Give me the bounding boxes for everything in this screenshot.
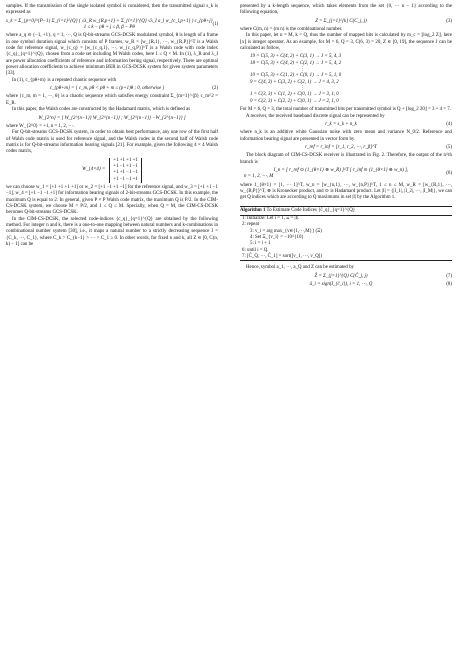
- paragraph: where C(m, n) = (m n) is the combinational number.: [240, 27, 343, 33]
- algorithm-line: 5: i = i + 1: [250, 241, 271, 247]
- paragraph: For M = 6, Q = 3, the total number of transmitted bits per transmitted symbol is Q + ⌊log_2 20⌋ = 3 + 4 = 7.: [240, 107, 451, 113]
- calc-line: 0 = C(2, 3) + C(2, 2) + C(0, 1) → J = 2, 1, 0: [250, 98, 339, 104]
- equation-line: I_n = [ r_ref ⊙ (1_{θ×1} ⊗ w_R) ]^T [ r_inf ⊙ (1_{θ×1} ⊗ w_n) ],: [273, 167, 409, 173]
- equation-5: [240, 145, 452, 151]
- paragraph: In (1), c_{pθ+m} is a repeated chaotic sequence with: [12, 77, 117, 83]
- equation-number: (2): [212, 86, 218, 92]
- algorithm-title: [240, 207, 452, 216]
- paragraph: In this paper, let n = M, k = Q, thus the number of mapped bits is calculated by m_c = ⌊log_2 Z⌋, here ⌊x⌋ is integer operator. As an example, for M = 6, Q = 3, C(6, 3) = 20, Z ∈ [0, 19], the sequence J can be calculated as follow,: [240, 33, 452, 52]
- paragraph: where a_q ∈ {−1, +1}, q = 1, ⋯, Q is Q-bit-streams GCS-DCSK modulated symbol, θ is length of a frame in one symbol duration signal which consists of P frames, w_R = [w_{R,1}, ⋯, w_{R,P}]^T is a Walsh code for reference signal, w_{c_q} = [w_{c_q,1}, ⋯, w_{c_q,P}]^T is a Walsh code with code index {c_q}_{q=1}^{Q}, chosen from a code set including M Walsh codes, here 1 ≤ Q < M. In (1), λ_R and λ_I are power allocation coefficients of reference and information bering signal, respectively. There are optimal power allocation coefficients to achieve minimum BER in GCS-DCSK system for given system parameters [33].: [6, 33, 218, 77]
- equation-body: â_i = sign(I_{ĉ_i}), i = 1, ⋯, Q: [309, 282, 373, 288]
- equation-6: [240, 168, 452, 181]
- equation-body: r_k = s_k + n_k: [325, 121, 357, 127]
- matrix-row: +1 −1 +1 −1: [113, 163, 138, 169]
- calc-line: 9 = C(4, 3) + C(3, 2) + C(2, 1) → J = 4, 3, 2: [250, 79, 339, 85]
- calc-line: 19 = C(5, 3) + C(4, 2) + C(3, 1) → J = 5, 4, 3: [250, 54, 342, 60]
- equation-body: [6, 19, 213, 32]
- equation-body: [240, 168, 442, 181]
- paragraph: presented by a k-length sequence, which takes elements from the set {0, ⋯ n − 1} according to the following equation,: [240, 4, 452, 16]
- paragraph: samples. If the transmission of the single isolated symbol is considered, then the transmitted signal s_k is expressed as: [6, 4, 218, 16]
- left-column: [6, 4, 218, 248]
- equation-number: (5): [446, 144, 452, 150]
- equation-8: [240, 282, 452, 288]
- equation-4: [240, 122, 452, 128]
- paragraph: Hence, symbol a_1, ⋯, a_Q and Z can be estimated by: [246, 265, 354, 271]
- hadamard-equation: [6, 116, 218, 122]
- algorithm-line: 7: [Ĉ_Q, ⋯, Ĉ_1] = sort([v_1, ⋯, v_Q]): [242, 254, 323, 260]
- equation-1: [6, 19, 218, 32]
- equation-number: (6): [446, 171, 452, 177]
- paragraph: where {c_m, m = 1, ⋯, θ} is a chaotic sequence which satisfies energy constraint Σ_{m=1}^{β} c_m^2 = E_R.: [6, 94, 218, 106]
- paragraph: A receiver, the received baseband discrete signal can be represented by: [246, 113, 385, 119]
- paragraph: we can choose w_1 = [+1 +1 +1 +1] or w_2 = [+1 −1 +1 −1] for the reference signal, and w_3 = [+1 +1 −1 −1], w_4 = [+1 −1 −1 +1] for information bearing signals of 2-bit-streams GCS-DCSK. In this example, the maximum Q is equal to 2. In general, given P × P Walsh code matrix, the maximum Q is P/2. In the CIM-CS-DCSK system, we choose M = P/2, and 1 ≤ Q ≤ M. Specially, when Q = M, the CIM-CS-DCSK becomes Q-bit-streams GCS-DCSK.: [6, 184, 218, 216]
- calc-ellipsis: ⋮: [300, 86, 305, 92]
- algorithm-line: 4: Set Ξ_{v_i} = −10^{10}: [250, 235, 304, 240]
- algorithm-box: [240, 206, 452, 262]
- matrix-body: [109, 158, 141, 183]
- algorithm-caption: To Estimate Code Indices {ĉ_q}_{q=1}^{Q}: [266, 207, 356, 213]
- calc-ellipsis: ⋮: [300, 67, 305, 73]
- matrix-row: +1 +1 +1 +1: [113, 157, 138, 163]
- matrix-label: W_{4×4} =: [82, 167, 106, 173]
- equation-body: c_{pθ+m} = { c_m, pθ < pθ + m ≤ (p+1)θ ; 0, otherwise }: [49, 86, 165, 92]
- matrix-row: +1 −1 −1 +1: [113, 176, 138, 182]
- equation-body: Ẑ = Σ_{j=1}^{Q} C(Ĉ_j, j): [314, 273, 368, 279]
- equation-number: (7): [446, 273, 452, 279]
- equation-body: W_{2^n} = [ W_{2^{n−1}} W_{2^{n−1}} ; W_{2^{n−1}} −W_{2^{n−1}} ]: [38, 115, 186, 121]
- equation-line: n = 1, 2, ⋯, M: [244, 174, 274, 180]
- calc-line: 10 = C(5, 3) + C(1, 2) + C(0, 1) → J = 5, 1, 0: [250, 73, 342, 79]
- paragraph: For Q-bit-streams GCS-DCSK system, in order to obtain best performance, any one row of the first half of Walsh code matrix is used for reference signal, and the Walsh codes in the second half of Walsh code matrix is for Q-bit-streams information bearing signals [21]. For example, given the following 4 × 4 Walsh codes matrix,: [6, 130, 218, 155]
- right-column: [240, 4, 452, 290]
- walsh-matrix: [6, 158, 218, 183]
- algorithm-line: 1: Initialize: Let i = 1, Ξ = |I|.: [242, 215, 300, 221]
- equation-number: (8): [446, 282, 452, 288]
- equation-body: Z = Σ_{j=1}^{k} C(C_j, j): [315, 18, 367, 24]
- equation-7: [240, 274, 452, 280]
- paragraph: In the CIM-CS-DCSK, the selected code-indices {c_q}_{q=1}^{Q} are obtained by the following method. For integer n and k, there is a one-to-one mapping between natural numbers and k-combinations in combinational number system [30], i.e., it maps a natural number to a strictly decreasing sequence J = {C_k, ⋯, C_1}, where C_k > C_{k−1} > ⋯ > C_1 ≥ 0. In other words, for fixed n and k, all Z ∈ [0, C(n, k) − 1] can be: [6, 216, 218, 248]
- paragraph: The block diagram of CIM-CS-DCSK receiver is illustrated in Fig. 2. Therefore, the output of the n^th branch is: [240, 153, 452, 165]
- matrix-wrap: [6, 158, 218, 183]
- algorithm-line: 3: v_i = arg max_{v∈{1,⋯,M}} (Ξ): [250, 228, 322, 234]
- equation-number: (1): [212, 21, 219, 27]
- paragraph: where W_{2^0} = +1, n = 1, 2, ⋯.: [6, 123, 75, 129]
- algorithm-line: 2: repeat: [242, 222, 259, 228]
- algorithm-line: 6: until i = Q.: [242, 247, 269, 253]
- paragraph: In this paper, the Walsh codes are constructed by the Hadamard matrix, which is defined as: [12, 107, 191, 113]
- equation-line: s_k = Σ_{p=0}^{P−1} Σ_{i=1}^{Q} ( √λ_R w_{R,p+1} + Σ_{l=1}^{Q} √λ_I a_l w_{c_l,p+1} ) c_{pθ+j}: [6, 18, 213, 24]
- equation-2: [6, 86, 218, 92]
- algorithm-label: Algorithm 1: [240, 207, 266, 213]
- calc-line: 1 = C(3, 3) + C(1, 2) + C(0, 1) → J = 3, 1, 0: [250, 92, 339, 98]
- equation-line: 1 ≤ k − pθ + j ≤ β, β − Pθ: [83, 25, 135, 31]
- equation-3: [240, 19, 452, 25]
- paragraph: where n_k is an additive white Gaussian noise with zero mean and variance N_0/2. Reference and information bearing signal are presented in vector form by: [240, 130, 452, 142]
- equation-body: r_ref = r_inf = [r_1, r_2, ⋯, r_β]^T: [305, 144, 377, 150]
- paragraph: where 1_{θ×1} = [1, ⋯ 1]^T, w_n = [w_{n,1}, ⋯, w_{n,P}]^T, 1 ≤ n ≤ M, w_R = [w_{R,1}, ⋯, w_{R,P}]^T, ⊗ is Kronecker product, and ⊙ is Hadamard product. Let |I| = {|I_1|, |I_2|, ⋯, |I_M|}, we can get Q indices which are according to Q maximums in set |I| by the Algorithm 1.: [240, 182, 452, 201]
- calc-line: 18 = C(5, 3) + C(4, 2) + C(2, 1) → J = 5, 4, 2: [250, 60, 342, 66]
- combination-examples: [250, 54, 452, 105]
- equation-number: (3): [446, 18, 452, 24]
- equation-number: (4): [446, 121, 452, 127]
- matrix-row: +1 +1 −1 −1: [113, 170, 138, 176]
